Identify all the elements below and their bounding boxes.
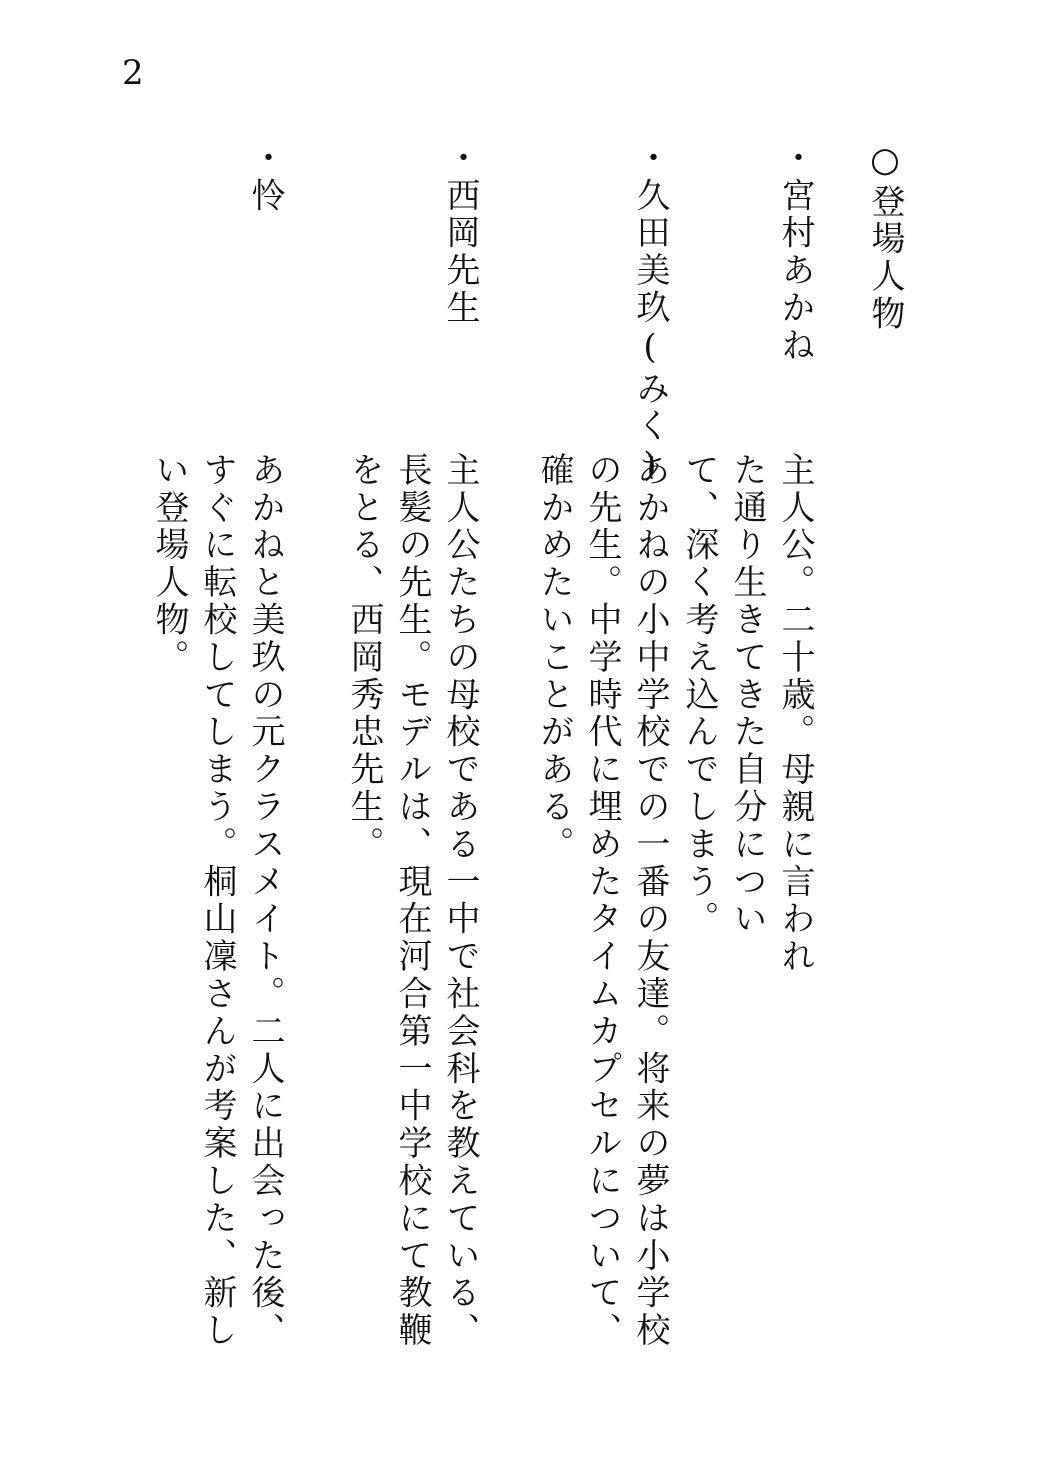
character-description-miku: あかねの小中学校での一番の友達。将来の夢は小学校の先生。中学時代に埋めたタイムカプセルについて、確かめたいことがある。 [534,452,670,1350]
character-description-nishioka: 主人公たちの母校である一中で社会科を教えている、長髪の先生。モデルは、現在河合第一中学校にて教鞭をとる、西岡秀忠先生。 [344,452,480,1350]
character-name-akane: ・宮村あかね [775,140,815,365]
character-description-akane: 主人公。二十歳。母親に言われた通り生きてきた自分について、深く考え込んでしまう。 [679,452,815,976]
character-name-rei: ・怜 [245,140,285,215]
page-number: 2 [122,53,144,93]
section-heading: ○登場人物 [865,140,905,333]
character-name-nishioka: ・西岡先生 [440,140,480,327]
character-description-rei: あかねと美玖の元クラスメイト。二人に出会った後、すぐに転校してしまう。桐山凜さんが考案した、新しい登場人物。 [149,452,285,1350]
character-name-miku: ・久田美玖(みく) [630,140,670,489]
